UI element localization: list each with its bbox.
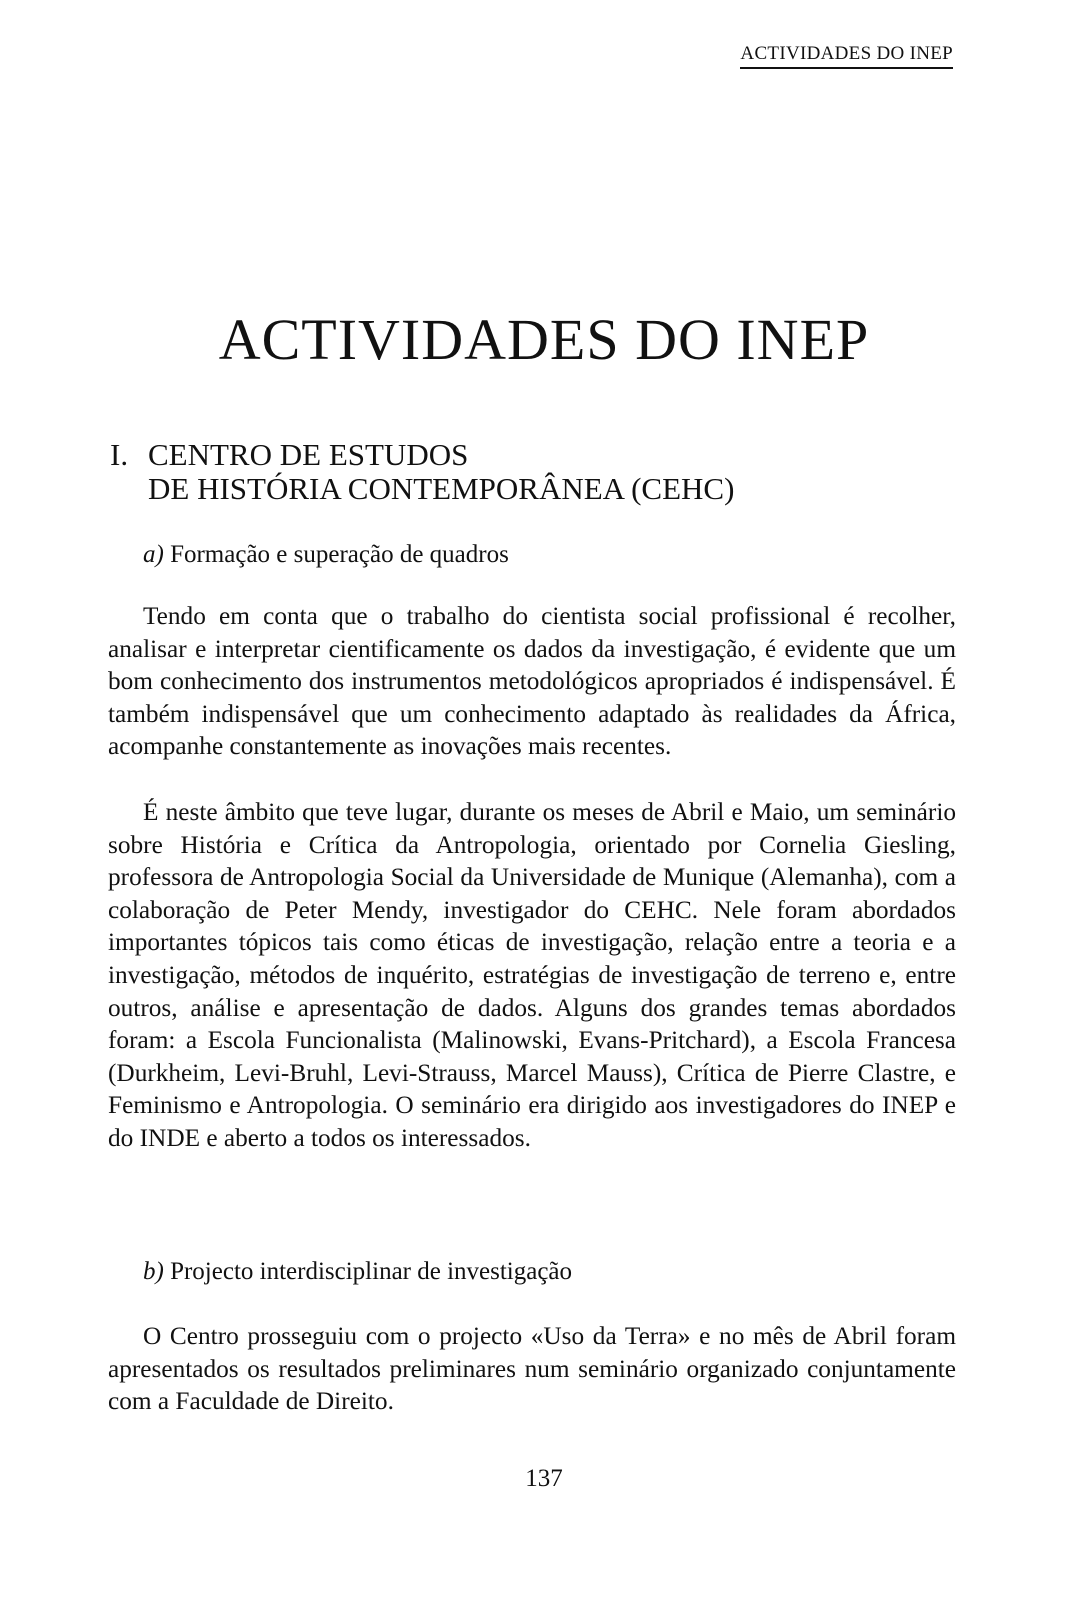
subsection-title-a: Formação e superação de quadros: [170, 541, 509, 568]
paragraph: O Centro prosseguiu com o projecto «Uso da Terra» e no mês de Abril foram apresentados os resultados preliminares num seminário organizado conjuntamente com a Faculdade de Direito.: [108, 1322, 956, 1416]
subsection-heading-b: [143, 1257, 572, 1287]
page-number: 137: [525, 1465, 563, 1492]
page-title: ACTIVIDADES DO INEP: [218, 307, 870, 372]
subsection-heading-a: [143, 540, 509, 570]
body-text-a2: [108, 796, 956, 1155]
running-head: ACTIVIDADES DO INEP: [740, 42, 953, 69]
section-title-line-1: CENTRO DE ESTUDOS: [148, 437, 469, 472]
paragraph: É neste âmbito que teve lugar, durante os meses de Abril e Maio, um seminário sobre História e Crítica da Antropologia, orientado por Cornelia Giesling, professora de Antropologia Social da Universidade de Munique (Alemanha), com a colaboração de Peter Mendy, investigador do CEHC. Nele foram abordados importantes tópicos tais como éticas de investigação, relação entre a teoria e a investigação, métodos de inquérito, estratégias de investigação de terreno e, entre outros, análise e apresentação de dados. Alguns dos grandes temas abordados foram: a Escola Funcionalista (Malinowski, Evans-Pritchard), a Escola Francesa (Durkheim, Levi-Bruhl, Levi-Strauss, Marcel Mauss), Crítica de Pierre Clastre, e Feminismo e Antropologia. O seminário era dirigido aos investigadores do INEP e do INDE e aberto a todos os interessados.: [108, 798, 956, 1152]
subsection-marker-a: a): [143, 541, 164, 568]
subsection-title-b: Projecto interdisciplinar de investigação: [170, 1258, 573, 1285]
section-number: I.: [110, 437, 129, 472]
body-text-b1: [108, 1320, 956, 1418]
section-heading: [110, 438, 734, 506]
paragraph: Tendo em conta que o trabalho do cientista social profissional é recolher, analisar e interpretar cientificamente os dados da investigação, é evidente que um bom conhecimento dos instrumentos metodológicos apropriados é indispensável. É também indispensável que um conhecimento adaptado às realidades da África, acompanhe constantemente as inovações mais recentes.: [108, 602, 956, 761]
body-text-a1: [108, 600, 956, 763]
section-title-line-2: DE HISTÓRIA CONTEMPORÂNEA (CEHC): [148, 471, 735, 506]
subsection-marker-b: b): [143, 1258, 164, 1285]
section-title: [148, 438, 734, 506]
